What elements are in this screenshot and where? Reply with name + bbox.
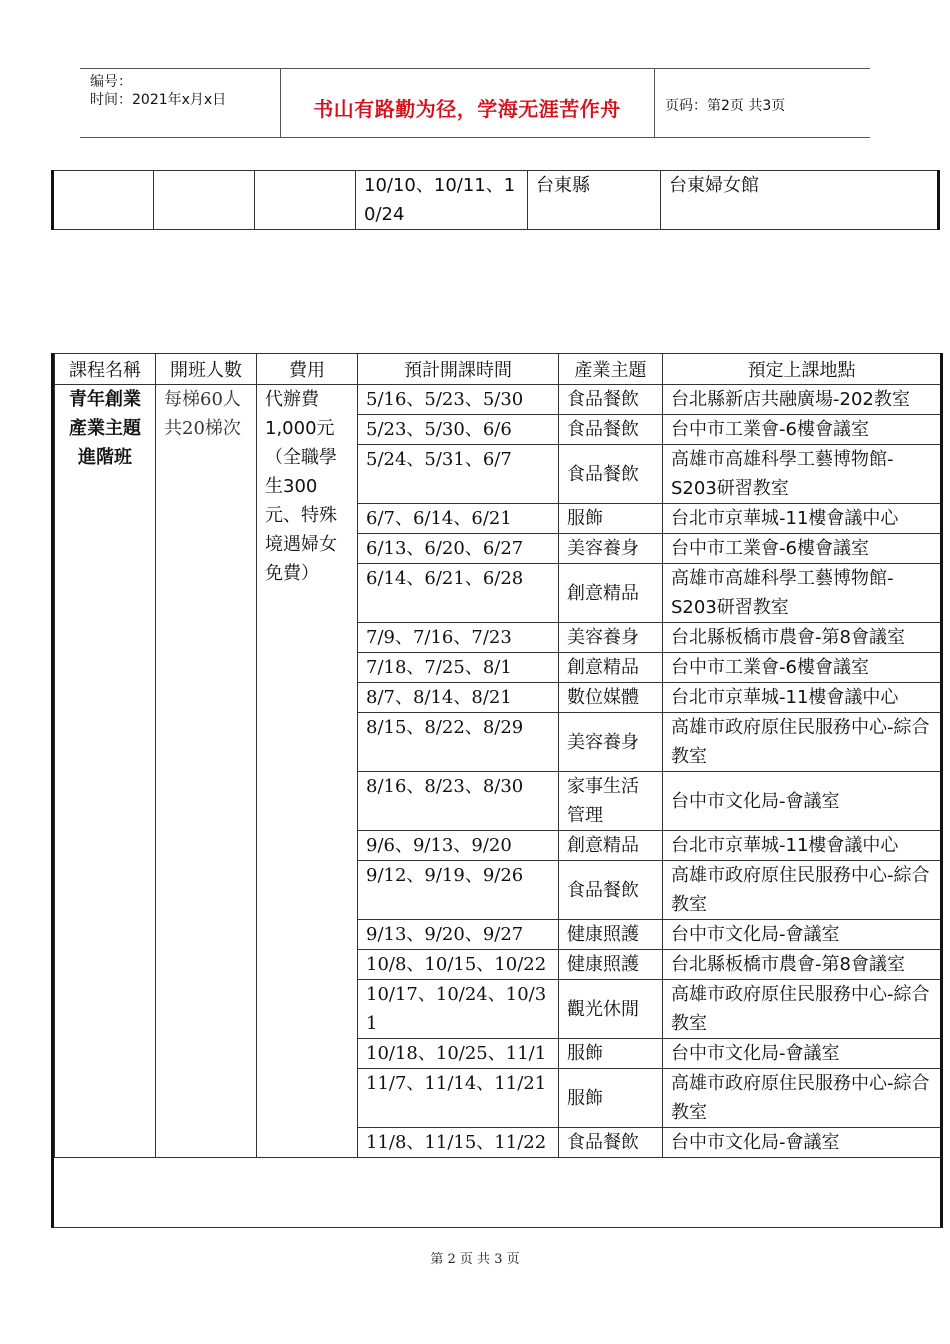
- location-cell: 台中市文化局-會議室: [663, 772, 941, 831]
- date-cell: 8/16、8/23、8/30: [358, 772, 559, 831]
- date-cell: 11/8、11/15、11/22: [358, 1128, 559, 1158]
- main-table-wrapper: [51, 353, 943, 1228]
- motto-text: 书山有路勤为径，学海无涯苦作舟: [313, 97, 621, 121]
- location-cell: 台中市工業會-6樓會議室: [663, 534, 941, 564]
- theme-cell: 觀光休閒: [559, 980, 663, 1039]
- header-theme: 產業主題: [559, 354, 663, 385]
- header-fee: 費用: [257, 354, 358, 385]
- prev-table: [51, 170, 940, 230]
- theme-cell: 食品餐飲: [559, 385, 663, 415]
- date-cell: 6/7、6/14、6/21: [358, 504, 559, 534]
- theme-cell: 家事生活管理: [559, 772, 663, 831]
- theme-cell: 服飾: [559, 1039, 663, 1069]
- theme-cell: 健康照護: [559, 920, 663, 950]
- theme-cell: 台東縣: [528, 171, 661, 230]
- date-cell: 8/7、8/14、8/21: [358, 683, 559, 713]
- date-cell: 9/12、9/19、9/26: [358, 861, 559, 920]
- theme-cell: 創意精品: [559, 653, 663, 683]
- location-cell: 台北縣新店共融廣場-202教室: [663, 385, 941, 415]
- header-location: 預定上課地點: [663, 354, 941, 385]
- date-cell: 5/16、5/23、5/30: [358, 385, 559, 415]
- date-cell: 10/8、10/15、10/22: [358, 950, 559, 980]
- location-cell: 台中市工業會-6樓會議室: [663, 653, 941, 683]
- location-cell: 台中市文化局-會議室: [663, 1039, 941, 1069]
- theme-cell: 創意精品: [559, 564, 663, 623]
- theme-cell: 健康照護: [559, 950, 663, 980]
- date-cell: 5/23、5/30、6/6: [358, 415, 559, 445]
- location-cell: 台東婦女館: [661, 171, 939, 230]
- location-cell: 高雄市高雄科學工藝博物館-S203研習教室: [663, 564, 941, 623]
- header-meta-cell: [80, 69, 281, 137]
- doc-number-label: 编号：: [90, 74, 132, 90]
- theme-cell: 食品餐飲: [559, 1128, 663, 1158]
- theme-cell: 美容養身: [559, 623, 663, 653]
- date-cell: 9/13、9/20、9/27: [358, 920, 559, 950]
- location-cell: 台北市京華城-11樓會議中心: [663, 683, 941, 713]
- class-size-cell: 每梯60人 共20梯次: [156, 385, 257, 1158]
- header-course-name: 課程名稱: [55, 354, 156, 385]
- theme-cell: 服飾: [559, 504, 663, 534]
- date-cell: 6/14、6/21、6/28: [358, 564, 559, 623]
- location-cell: 台北縣板橋市農會-第8會議室: [663, 623, 941, 653]
- location-cell: 高雄市政府原住民服務中心-綜合教室: [663, 861, 941, 920]
- location-cell: 台北市京華城-11樓會議中心: [663, 831, 941, 861]
- date-label: 时间：2021年x月x日: [90, 92, 227, 108]
- location-cell: 高雄市政府原住民服務中心-綜合教室: [663, 1069, 941, 1128]
- theme-cell: 創意精品: [559, 831, 663, 861]
- date-cell: 6/13、6/20、6/27: [358, 534, 559, 564]
- table-cell: [255, 171, 356, 230]
- date-cell: 9/6、9/13、9/20: [358, 831, 559, 861]
- page-indicator: 页码：第2页 共3页: [665, 98, 786, 114]
- fee-cell: 代辦費1,000元（全職學生300元、特殊境遇婦女免費）: [257, 385, 358, 1158]
- date-cell: 11/7、11/14、11/21: [358, 1069, 559, 1128]
- date-cell: 8/15、8/22、8/29: [358, 713, 559, 772]
- table-cell: [154, 171, 255, 230]
- page-footer: 第 2 页 共 3 页: [430, 1252, 520, 1267]
- table-row: [53, 171, 939, 230]
- header-motto-cell: [280, 69, 655, 137]
- location-cell: 高雄市政府原住民服務中心-綜合教室: [663, 713, 941, 772]
- location-cell: 台中市文化局-會議室: [663, 1128, 941, 1158]
- date-cell: 7/9、7/16、7/23: [358, 623, 559, 653]
- location-cell: 台中市文化局-會議室: [663, 920, 941, 950]
- date-cell: 5/24、5/31、6/7: [358, 445, 559, 504]
- page-header: [80, 68, 870, 138]
- course-name-cell: 青年創業產業主題進階班: [55, 385, 156, 1158]
- theme-cell: 食品餐飲: [559, 861, 663, 920]
- header-class-size: 開班人數: [156, 354, 257, 385]
- theme-cell: 食品餐飲: [559, 415, 663, 445]
- theme-cell: 服飾: [559, 1069, 663, 1128]
- location-cell: 台中市工業會-6樓會議室: [663, 415, 941, 445]
- table-header-row: [55, 354, 941, 385]
- location-cell: 高雄市政府原住民服務中心-綜合教室: [663, 980, 941, 1039]
- theme-cell: 數位媒體: [559, 683, 663, 713]
- header-date: 預計開課時間: [358, 354, 559, 385]
- location-cell: 高雄市高雄科學工藝博物館-S203研習教室: [663, 445, 941, 504]
- location-cell: 台北縣板橋市農會-第8會議室: [663, 950, 941, 980]
- table-row: [55, 385, 941, 415]
- location-cell: 台北市京華城-11樓會議中心: [663, 504, 941, 534]
- table-cell: [53, 171, 154, 230]
- theme-cell: 美容養身: [559, 713, 663, 772]
- theme-cell: 食品餐飲: [559, 445, 663, 504]
- course-table: [54, 353, 941, 1158]
- date-cell: 10/17、10/24、10/31: [358, 980, 559, 1039]
- header-page-cell: [655, 69, 870, 137]
- date-cell: 10/18、10/25、11/1: [358, 1039, 559, 1069]
- date-cell: 7/18、7/25、8/1: [358, 653, 559, 683]
- date-cell: 10/10、10/11、10/24: [356, 171, 528, 230]
- theme-cell: 美容養身: [559, 534, 663, 564]
